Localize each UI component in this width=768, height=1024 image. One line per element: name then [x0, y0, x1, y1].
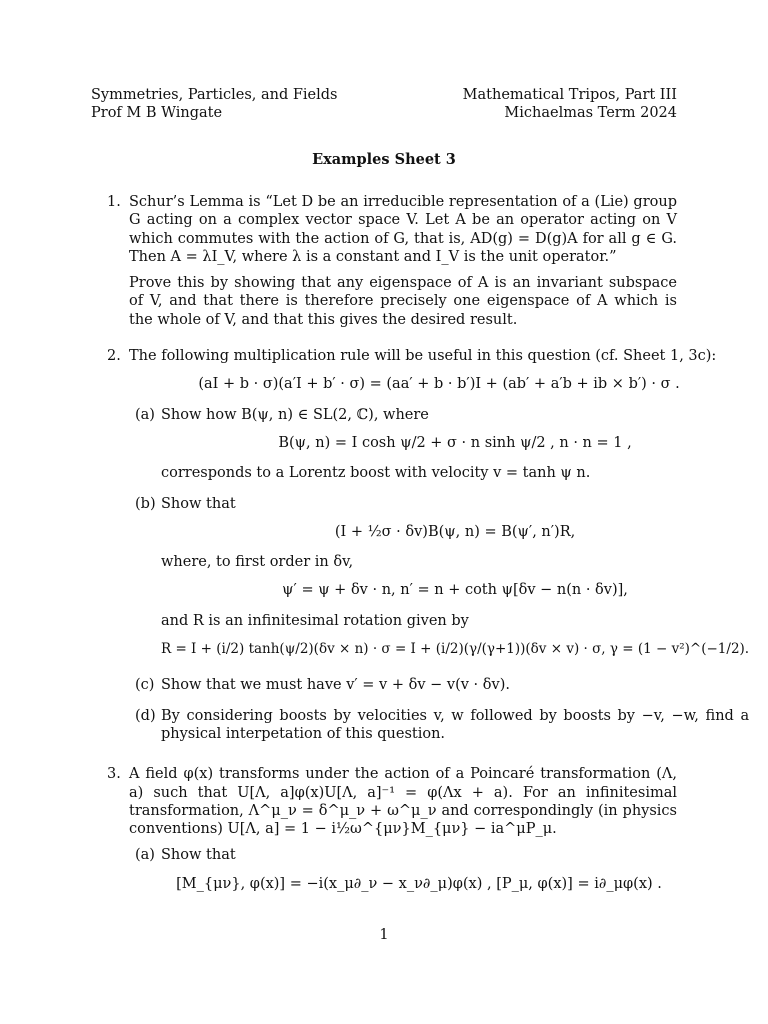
display-equation: R = I + (i/2) tanh(ψ/2)(δv × n) · σ = I + (i/2)(γ/(γ+1))(δv × v) · σ, γ = (1 − v²)^(−1/2).	[161, 641, 750, 658]
question-paragraph: Schur’s Lemma is “Let D be an irreducible representation of a (Lie) group G acting on a complex vector space V. Let A be an operator acting on V which commutes with the action of G, that is, AD(g) = D(g)A for all g ∈ G. Then A = λI_V, where λ is a constant and I_V is the unit operator.”	[129, 194, 677, 265]
question-number: 1.	[107, 194, 121, 210]
part-2c	[129, 676, 749, 700]
display-equation: [M_{μν}, φ(x)] = −i(x_μ∂_ν − x_ν∂_μ)φ(x) , [P_μ, φ(x)] = i∂_μφ(x) .	[176, 875, 662, 892]
sheet-title: Examples Sheet 3	[312, 151, 456, 168]
header-right	[463, 86, 677, 122]
display-equation: ψ′ = ψ + δv · n, n′ = n + coth ψ[δv − n(n · δv)],	[282, 582, 628, 599]
part-text: Show that	[161, 847, 236, 864]
display-equation: (aI + b · σ)(a′I + b′ · σ) = (aa′ + b · b′)I + (ab′ + a′b + ib × b′) · σ .	[198, 376, 680, 393]
part-label: (b)	[135, 495, 156, 512]
part-text: and R is an infinitesimal rotation given by	[161, 612, 469, 629]
part-3a	[129, 846, 677, 905]
part-2d	[129, 707, 749, 750]
lecturer-name: Prof M B Wingate	[91, 105, 223, 121]
part-label: (d)	[135, 707, 156, 724]
part-2a	[129, 406, 749, 489]
part-2b	[129, 495, 749, 671]
part-text: corresponds to a Lorentz boost with velocity v = tanh ψ n.	[161, 465, 591, 482]
part-label: (a)	[135, 847, 155, 864]
part-text: where, to first order in δv,	[161, 554, 354, 571]
display-equation: B(ψ, n) = I cosh ψ/2 + σ · n sinh ψ/2 , n · n = 1 ,	[278, 434, 632, 451]
part-label: (c)	[135, 677, 155, 694]
page-number: 1	[379, 927, 389, 943]
question-2	[107, 347, 750, 755]
question-number: 2.	[107, 348, 121, 365]
question-3	[107, 765, 677, 911]
question-intro: A field φ(x) transforms under the action of a Poincaré transformation (Λ, a) such that U[Λ, a]φ(x)U[Λ, a]⁻¹ = φ(Λx + a). For an infinitesimal transformation, Λ^μ_ν = δ^μ_ν + ω^μ_ν and correspondingly (in physics conventions) U[Λ, a] = 1 − i½ω^{μν}M_{μν} − ia^μP_μ.	[129, 766, 677, 838]
display-equation: (I + ½σ · δv)B(ψ, n) = B(ψ′, n′)R,	[334, 523, 576, 540]
question-intro: The following multiplication rule will be useful in this question (cf. Sheet 1, 3c):	[129, 348, 717, 365]
question-number: 3.	[107, 766, 121, 783]
term-label: Michaelmas Term 2024	[504, 105, 677, 121]
question-1	[107, 193, 677, 337]
question-paragraph: Prove this by showing that any eigenspace of A is an invariant subspace of V, and that there is therefore precisely one eigenspace of A which is the whole of V, and that this gives the desired result.	[129, 275, 677, 328]
course-title: Symmetries, Particles, and Fields	[91, 87, 338, 103]
part-text: Show that we must have v′ = v + δv − v(v · δv).	[161, 677, 510, 694]
questions-body	[107, 193, 750, 921]
header-left	[91, 86, 338, 122]
part-text: Show how B(ψ, n) ∈ SL(2, ℂ), where	[161, 406, 429, 423]
part-text: Show that	[161, 495, 236, 512]
part-label: (a)	[135, 406, 155, 423]
tripos-label: Mathematical Tripos, Part III	[462, 87, 677, 103]
part-text: By considering boosts by velocities v, w followed by boosts by −v, −w, find a physical interpetation of this question.	[161, 707, 750, 742]
